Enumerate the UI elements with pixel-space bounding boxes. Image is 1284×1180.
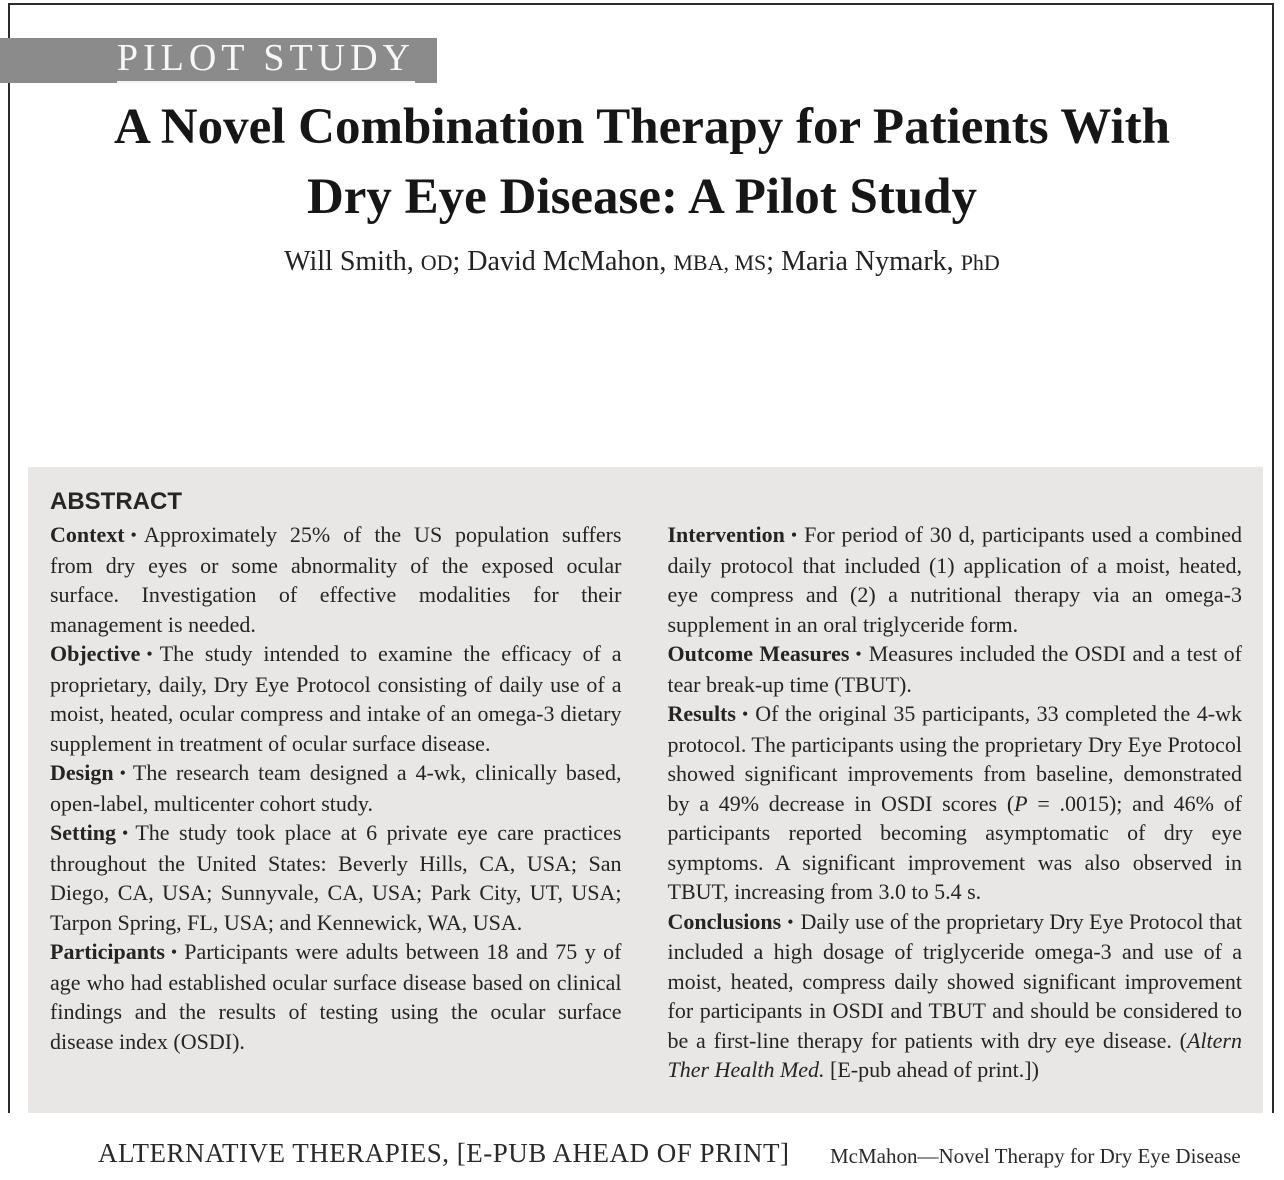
bullet-separator: • [855, 644, 862, 664]
section-text-italic: Altern Ther Health Med. [667, 1027, 1242, 1082]
bullet-separator: • [741, 704, 749, 724]
abstract-section-design [50, 758, 622, 818]
section-label: Context [50, 522, 125, 547]
author-degree: OD [420, 250, 453, 275]
section-text: The research team designed a 4-wk, clinically based, open-label, multicenter cohort study. [50, 760, 622, 816]
section-label: Participants [50, 939, 165, 964]
author-degree: MBA, MS [673, 250, 767, 275]
section-text: [E-pub ahead of print.]) [824, 1057, 1039, 1082]
section-text: Measures included the OSDI and a test of tear break-up time (TBUT). [667, 641, 1242, 697]
abstract-section-intervention [668, 520, 1243, 639]
section-text: Participants were adults between 18 and 75 y of age who had established ocular surface disease based on clinical findings and the results of testing using the ocular surface disease index (OSDI). [50, 939, 622, 1054]
section-label: Objective [50, 641, 141, 666]
section-text: The study intended to examine the efficacy of a proprietary, daily, Dry Eye Protocol consisting of daily use of a moist, heated, ocular compress and intake of an omega-3 dietary supplement in treatment of ocular surface disease. [50, 641, 622, 756]
abstract-section-conclusions [668, 907, 1243, 1085]
abstract-section-context [50, 520, 622, 639]
author-name: Maria Nymark, [781, 246, 961, 277]
article-title-line-2: Dry Eye Disease: A Pilot Study [306, 169, 978, 225]
bullet-separator: • [119, 763, 126, 783]
author-separator: ; [452, 246, 468, 277]
abstract-section-objective [50, 639, 622, 758]
section-text: Daily use of the proprietary Dry Eye Protocol that included a high dosage of triglyceride omega-3 and use of a moist, heated, compress daily showed significant improvement for participants in OSDI and TBUT and should be considered to be a first-line therapy for patients with dry eye disease. ( [667, 908, 1242, 1053]
bullet-separator: • [787, 911, 794, 932]
author-name: Will Smith, [284, 246, 421, 277]
bullet-separator: • [146, 644, 153, 664]
section-label: Design [50, 760, 114, 785]
section-label: Results [667, 701, 736, 726]
bullet-separator: • [130, 525, 137, 545]
abstract-section-results [668, 699, 1243, 907]
section-text: = .0015); and 46% of participants reported becoming asymptomatic of dry eye symptoms. A significant improvement was also observed in TBUT, increasing from 3.0 to 5.4 s. [667, 790, 1243, 904]
abstract-section-outcome-measures [668, 639, 1243, 699]
bullet-separator: • [790, 525, 798, 545]
abstract-section-participants [50, 937, 622, 1056]
journal-footer: ALTERNATIVE THERAPIES, [E-PUB AHEAD OF PRINT] [98, 1138, 790, 1168]
bullet-separator: • [122, 823, 129, 843]
abstract-column-left [50, 487, 622, 1095]
section-text: For period of 30 d, participants used a combined daily protocol that included (1) application of a moist, heated, eye compress and (2) a nutritional therapy via an omega-3 supplement in an oral triglyceride form. [667, 522, 1242, 637]
article-type-label: PILOT STUDY [117, 39, 415, 83]
running-head-footer: McMahon—Novel Therapy for Dry Eye Disease [830, 1144, 1241, 1168]
article-title-line-1: A Novel Combination Therapy for Patients With [114, 99, 1170, 155]
abstract-section-setting [50, 818, 622, 937]
author-separator: ; [766, 246, 782, 277]
article-title [30, 92, 1254, 232]
author-degree: PhD [960, 250, 1000, 275]
abstract-heading: ABSTRACT [50, 488, 182, 515]
article-type-banner [0, 38, 437, 83]
section-text-italic: P [1014, 790, 1028, 816]
section-text: Of the original 35 participants, 33 completed the 4-wk protocol. The participants using the proprietary Dry Eye Protocol showed significant improvements from baseline, demonstrated by a 49% decrease in OSDI scores ( [667, 701, 1243, 816]
abstract-panel [28, 467, 1263, 1113]
section-text: Approximately 25% of the US population suffers from dry eyes or some abnormality of the exposed ocular surface. Investigation of effective modalities for their management is needed. [50, 522, 622, 637]
section-label: Conclusions [667, 908, 782, 934]
bullet-separator: • [170, 942, 178, 962]
section-label: Outcome Measures [667, 641, 850, 666]
section-label: Setting [50, 820, 116, 845]
author-name: David McMahon, [467, 246, 674, 277]
abstract-column-right [668, 487, 1243, 1095]
section-label: Intervention [667, 522, 785, 547]
section-text: The study took place at 6 private eye care practices throughout the United States: Beverly Hills, CA, USA; San Diego, CA, USA; Sunnyvale, CA, USA; Park City, UT, USA; Tarpon Spring, FL, USA; and Kennewick, WA, USA. [50, 820, 622, 935]
author-byline [30, 246, 1254, 278]
